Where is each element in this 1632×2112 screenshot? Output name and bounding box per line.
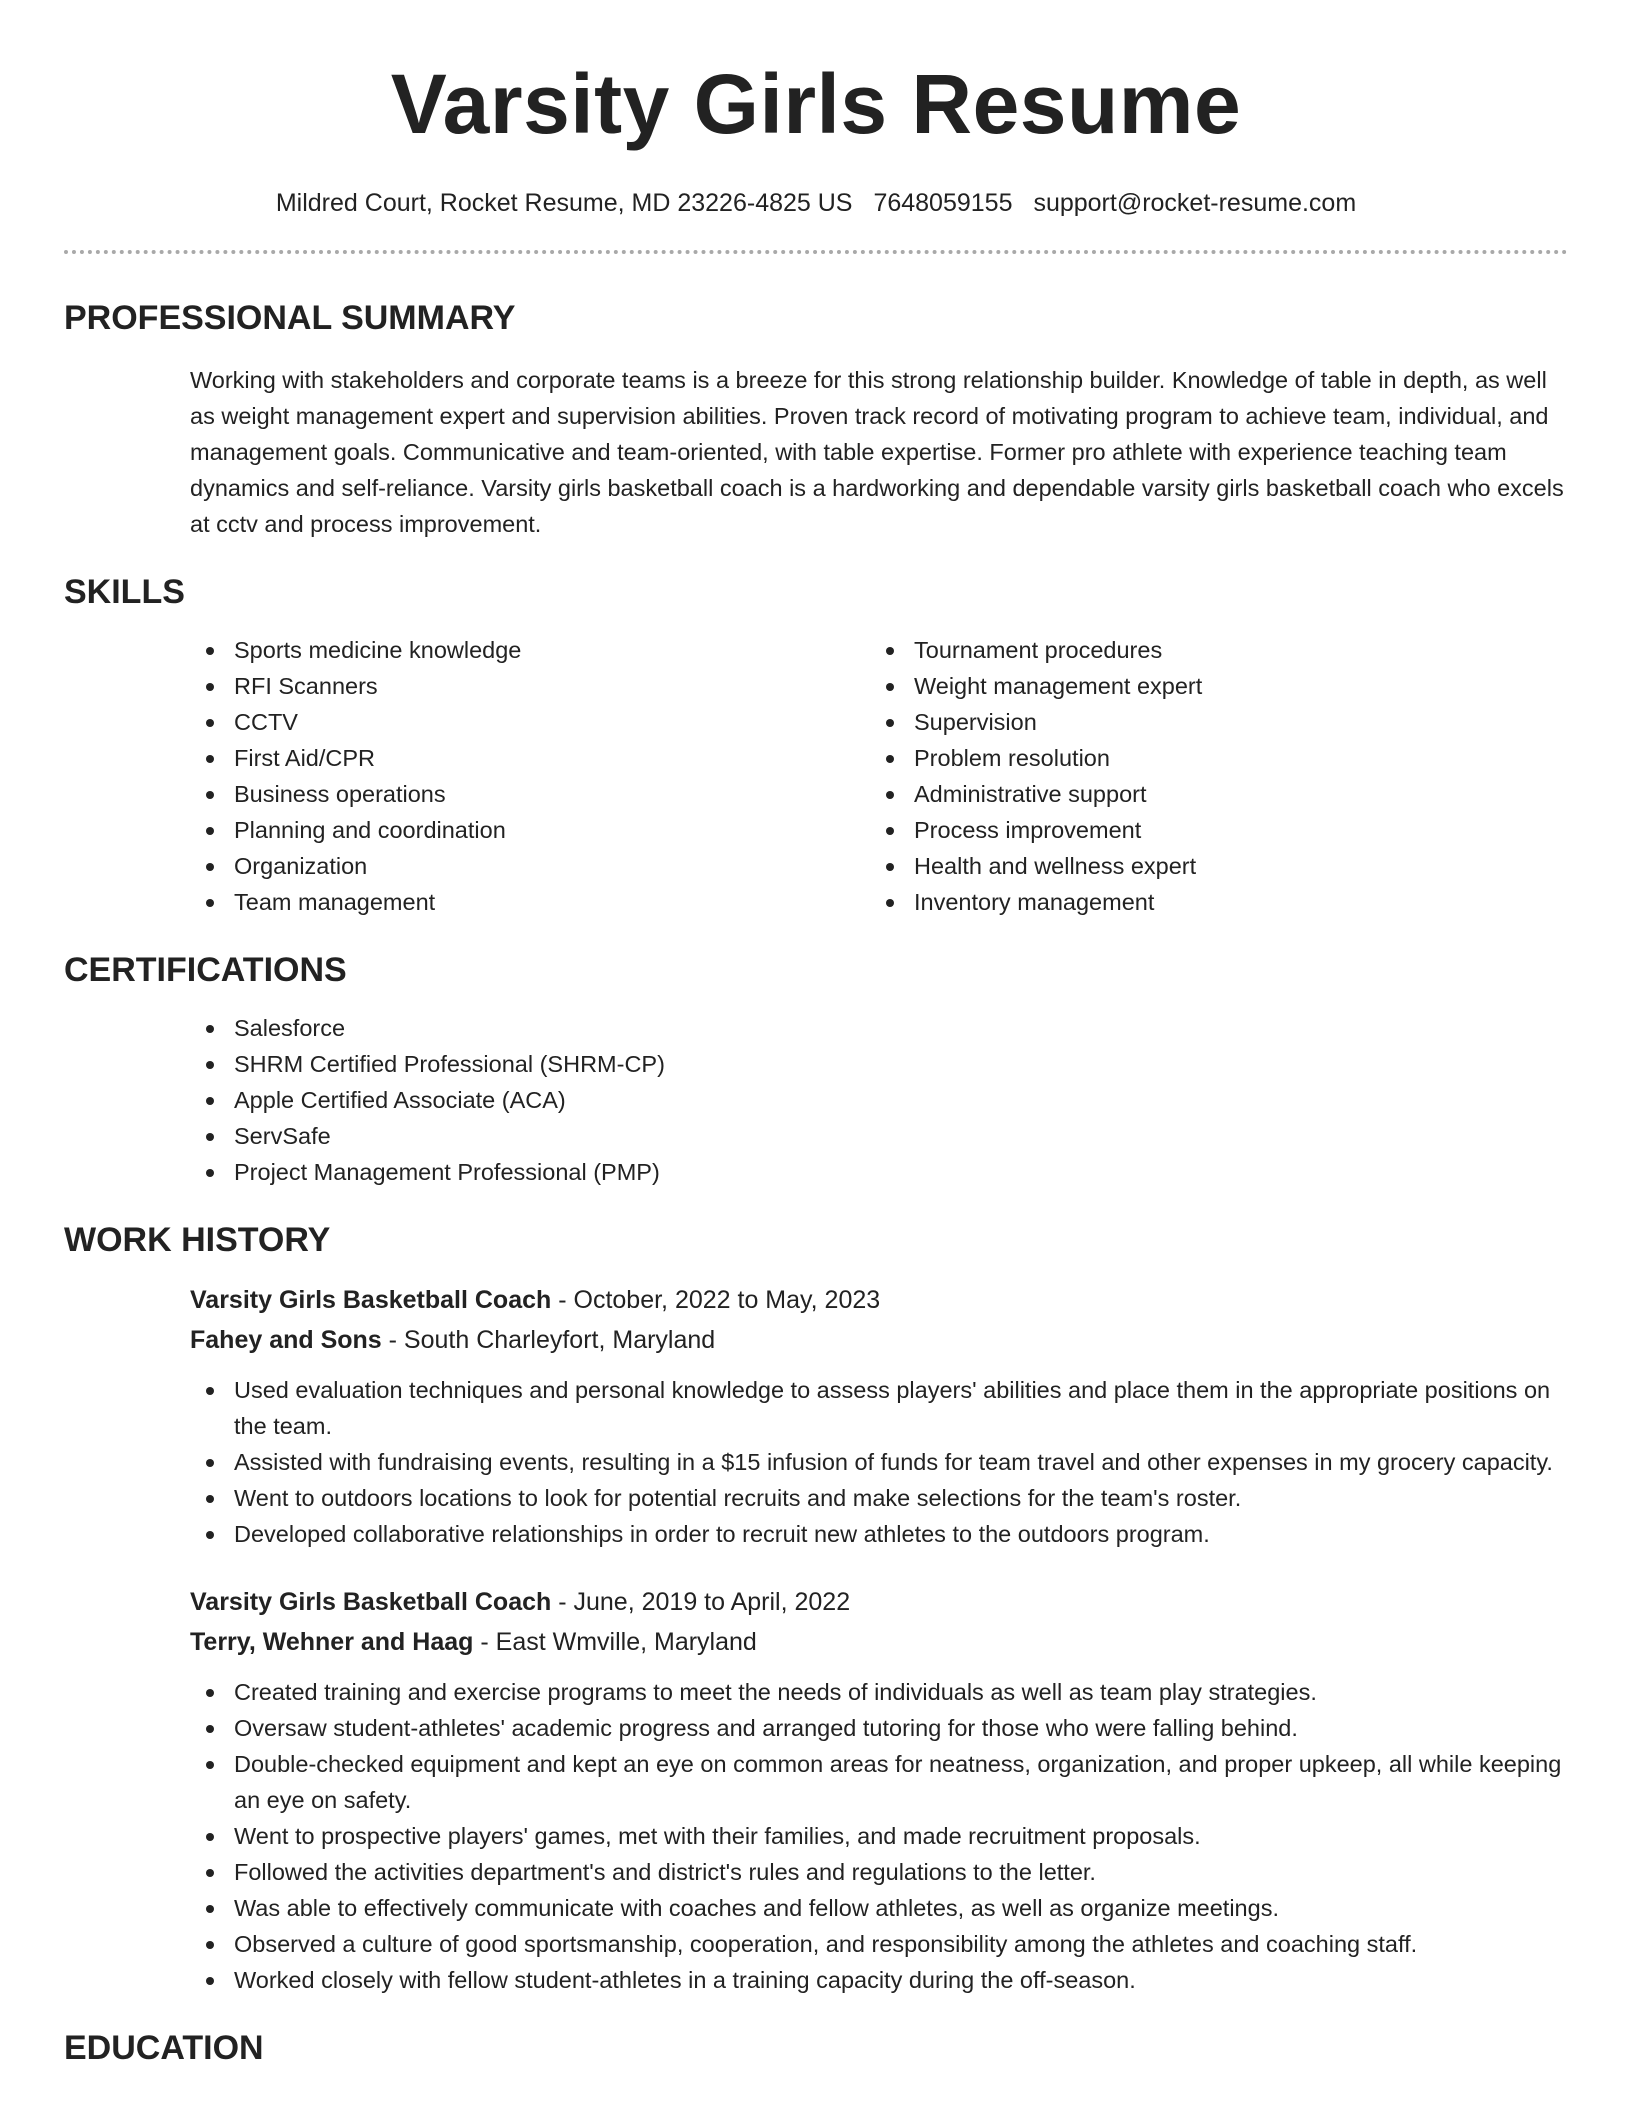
skills-list-left [190, 632, 870, 920]
job-bullets [190, 1674, 1568, 1998]
skill-item: Sports medicine knowledge [190, 632, 870, 668]
certification-item: ServSafe [190, 1118, 1568, 1154]
job-dates: - October, 2022 to May, 2023 [551, 1286, 881, 1314]
skill-item: Health and wellness expert [870, 848, 1550, 884]
skill-item: CCTV [190, 704, 870, 740]
job-location: - East Wmville, Maryland [473, 1628, 757, 1656]
skill-item: RFI Scanners [190, 668, 870, 704]
skill-item: Inventory management [870, 884, 1550, 920]
skill-item: Administrative support [870, 776, 1550, 812]
job-bullets [190, 1372, 1568, 1552]
skill-item: Business operations [190, 776, 870, 812]
job-bullet: Was able to effectively communicate with coaches and fellow athletes, as well as organize meetings. [190, 1890, 1568, 1926]
education-title: EDUCATION [64, 2029, 264, 2067]
resume-name: Varsity Girls Resume [390, 57, 1242, 151]
job-company: Terry, Wehner and Haag [190, 1628, 474, 1656]
skills-section [64, 572, 1568, 920]
job-bullet: Worked closely with fellow student-athletes in a training capacity during the off-season. [190, 1962, 1568, 1998]
summary-title: PROFESSIONAL SUMMARY [64, 299, 516, 337]
job-bullet: Followed the activities department's and district's rules and regulations to the letter. [190, 1854, 1568, 1890]
skill-item: Process improvement [870, 812, 1550, 848]
job-company: Fahey and Sons [190, 1326, 382, 1354]
skill-item: Team management [190, 884, 870, 920]
education-section [64, 2028, 1568, 2068]
job-role: Varsity Girls Basketball Coach [190, 1588, 552, 1616]
job-dates: - June, 2019 to April, 2022 [551, 1588, 851, 1616]
skill-item: Tournament procedures [870, 632, 1550, 668]
work-history-section [64, 1220, 1568, 1998]
job-bullet: Developed collaborative relationships in order to recruit new athletes to the outdoors program. [190, 1516, 1568, 1552]
job-bullet: Double-checked equipment and kept an eye on common areas for neatness, organization, and proper upkeep, all while keeping an eye on safety. [190, 1746, 1568, 1818]
contact-address: Mildred Court, Rocket Resume, MD 23226-4825 US [275, 189, 853, 217]
header-divider [64, 250, 1568, 254]
job-company-line [190, 1320, 1568, 1360]
summary-text: Working with stakeholders and corporate teams is a breeze for this strong relationship builder. Knowledge of table in depth, as well as weight management expert and supervision abilities. Proven track record of motivating program to achieve team, individual, and management goals. Communicative and team-oriented, with table expertise. Former pro athlete with experience teaching team dynamics and self-reliance. Varsity girls basketball coach is a hardworking and dependable varsity girls basketball coach who excels at cctv and process improvement. [190, 367, 1564, 537]
skills-title: SKILLS [64, 573, 185, 611]
job-entry [190, 1582, 1568, 1998]
job-bullet: Observed a culture of good sportsmanship, cooperation, and responsibility among the athletes and coaching staff. [190, 1926, 1568, 1962]
skill-item: Supervision [870, 704, 1550, 740]
certification-item: SHRM Certified Professional (SHRM-CP) [190, 1046, 1568, 1082]
certifications-title: CERTIFICATIONS [64, 951, 347, 989]
job-bullet: Went to outdoors locations to look for potential recruits and make selections for the team's roster. [190, 1480, 1568, 1516]
job-bullet: Oversaw student-athletes' academic progress and arranged tutoring for those who were falling behind. [190, 1710, 1568, 1746]
skill-item: Problem resolution [870, 740, 1550, 776]
work-history-title: WORK HISTORY [64, 1221, 331, 1259]
skills-list-right [870, 632, 1550, 920]
job-bullet: Used evaluation techniques and personal knowledge to assess players' abilities and place them in the appropriate positions on the team. [190, 1372, 1568, 1444]
resume-page [64, 0, 1568, 2068]
skill-item: Weight management expert [870, 668, 1550, 704]
job-entry [190, 1280, 1568, 1552]
job-role: Varsity Girls Basketball Coach [190, 1286, 552, 1314]
job-title-line [190, 1280, 1568, 1320]
job-bullet: Assisted with fundraising events, resulting in a $15 infusion of funds for team travel and other expenses in my grocery capacity. [190, 1444, 1568, 1480]
contact-email: support@rocket-resume.com [1033, 189, 1357, 217]
skill-item: First Aid/CPR [190, 740, 870, 776]
certifications-list [190, 1010, 1568, 1190]
contact-line [64, 188, 1568, 218]
certification-item: Salesforce [190, 1010, 1568, 1046]
certifications-section [64, 950, 1568, 1190]
skill-item: Organization [190, 848, 870, 884]
summary-section [64, 298, 1568, 542]
contact-phone: 7648059155 [873, 189, 1013, 217]
job-title-line [190, 1582, 1568, 1622]
certification-item: Project Management Professional (PMP) [190, 1154, 1568, 1190]
certification-item: Apple Certified Associate (ACA) [190, 1082, 1568, 1118]
job-company-line [190, 1622, 1568, 1662]
job-bullet: Went to prospective players' games, met with their families, and made recruitment proposals. [190, 1818, 1568, 1854]
job-location: - South Charleyfort, Maryland [381, 1326, 716, 1354]
job-bullet: Created training and exercise programs to meet the needs of individuals as well as team play strategies. [190, 1674, 1568, 1710]
skill-item: Planning and coordination [190, 812, 870, 848]
skills-grid [190, 632, 1568, 920]
